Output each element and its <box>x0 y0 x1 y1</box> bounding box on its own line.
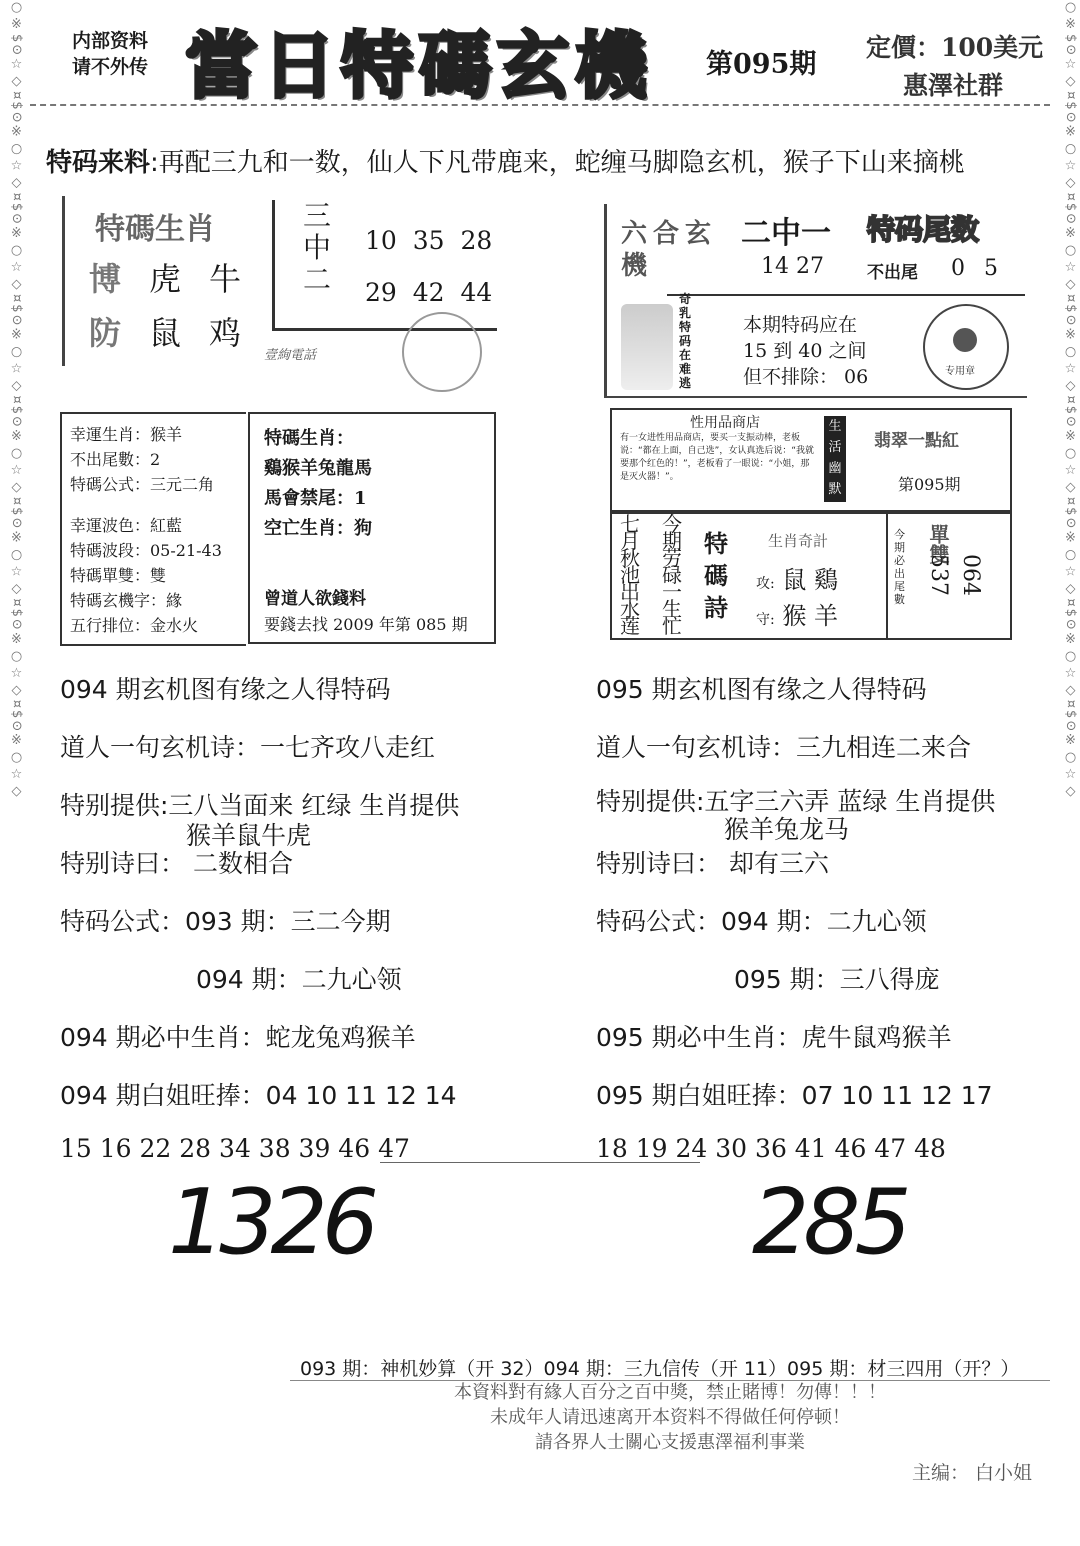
intro-label: 特码来料 <box>46 148 151 178</box>
right-handwriting: 285 <box>752 1170 906 1275</box>
joke-text: 有一女进性用品商店，要买一支振动棒，老板说：“都在上面，自己选”，女认真选后说：“我就要那个红色的！”，老板看了一眼说：“小姐，那是灭火器！”。 <box>620 433 814 482</box>
seal-icon <box>923 304 1009 390</box>
money-title: 曾道人欲錢料 <box>264 589 366 609</box>
price: 定價：100美元 <box>866 33 1044 62</box>
tails-value-1: 537 <box>926 554 951 596</box>
special-line1: 特碼生肖： <box>264 428 354 449</box>
seal-text: 专用章 <box>945 366 975 377</box>
issue-number: 第095期 <box>706 49 817 80</box>
joke-title: 性用品商店 <box>690 415 760 431</box>
info-item: 不出尾數：2 <box>70 450 161 469</box>
editor: 主编： 白小姐 <box>912 1462 1033 1484</box>
footer-warning <box>300 1380 1040 1455</box>
zodiac-label-bo: 博 <box>89 260 122 298</box>
right-special-zodiac: 猴羊兔龙马 <box>724 815 850 844</box>
three-row2 <box>365 278 492 307</box>
red-point-title: 翡翠一點紅 <box>874 431 959 451</box>
three-num: 44 <box>460 278 493 307</box>
title-char-6: 機 <box>575 23 648 108</box>
left-formula-2: 094 期：二九心领 <box>196 965 402 994</box>
tails-panel <box>886 512 1012 640</box>
title-char-2: 日 <box>263 23 336 108</box>
range-line3: 但不排除： 06 <box>743 366 869 388</box>
right-formula: 特码公式：094 期：二九心领 <box>596 907 927 936</box>
warning-line2: 未成年人请迅速离开本资料不得做任何停顿！ <box>490 1407 850 1428</box>
left-poem: 道人一句玄机诗：一七齐攻八走红 <box>60 733 436 762</box>
left-bai-numbers-2: 15 16 22 28 34 38 39 46 47 <box>60 1134 410 1163</box>
left-special-zodiac: 猴羊鼠牛虎 <box>186 821 312 850</box>
info-item: 幸運波色：紅藍 <box>70 516 183 535</box>
info-item: 特碼波段：05-21-43 <box>70 541 222 560</box>
tail-title: 特码尾数 <box>867 213 980 246</box>
range-line2: 15 到 40 之间 <box>743 340 867 362</box>
vertical-note: 奇乳特码在难逃 <box>679 292 692 390</box>
warning-line3: 請各界人士關心支援惠澤福利事業 <box>535 1432 805 1453</box>
strategy-title: 生肖奇計 <box>768 532 829 550</box>
internal-line1: 内部资料 <box>72 30 149 52</box>
left-heading: 094 期玄机图有缘之人得特码 <box>60 675 391 704</box>
liuhe-panel <box>604 204 1027 398</box>
intro-text: :再配三九和一数，仙人下凡带鹿来，蛇缠马脚隐玄机，猴子下山来摘桃 <box>150 148 965 178</box>
left-handwriting: 1326 <box>168 1170 374 1275</box>
attack-value: 鼠 鷄 <box>782 566 838 594</box>
panel-footer-note: 壹絢電話 <box>264 348 317 363</box>
poem-col1: 七月秋池出水莲 <box>620 512 640 638</box>
three-num: 28 <box>460 226 493 255</box>
right-heading: 095 期玄机图有缘之人得特码 <box>596 675 927 704</box>
left-border-pattern: ○※$⊙☆◇¤$⊙※○☆◇¤$⊙※○☆◇¤$⊙※○☆◇¤$⊙※○☆◇¤$⊙※○☆◇¤$⊙※○☆◇¤$⊙※○☆◇ <box>9 0 24 802</box>
info-item: 幸運生肖：猴羊 <box>70 425 183 444</box>
info-item: 特碼公式：三元二角 <box>70 475 215 494</box>
special-line4: 空亡生肖：狗 <box>264 518 372 539</box>
three-in-two-label: 三中二 <box>303 199 332 296</box>
title-char-4: 碼 <box>419 23 492 108</box>
title-char-3: 特 <box>341 23 414 108</box>
tails-title: 單雙 <box>926 524 950 564</box>
defend-label: 守: <box>756 612 775 628</box>
history-line: 093 期：神机妙算（开 32）094 期：三九信传（开 11）095 期：材三四用（开？） <box>300 1358 1020 1380</box>
defend-value: 猴 羊 <box>782 602 838 630</box>
joke-side-label: 生活幽默 <box>824 416 846 502</box>
zodiac-heading: 特碼生肖 <box>95 212 215 247</box>
right-special-poem: 特别诗曰： 却有三六 <box>596 849 829 878</box>
right-border-pattern: ○※$⊙☆◇¤$⊙※○☆◇¤$⊙※○☆◇¤$⊙※○☆◇¤$⊙※○☆◇¤$⊙※○☆◇¤$⊙※○☆◇¤$⊙※○☆◇ <box>1063 0 1078 802</box>
stamp-icon <box>402 312 482 392</box>
red-point-issue: 第095期 <box>898 475 961 494</box>
money-panel <box>248 560 496 644</box>
joke-panel <box>610 408 860 512</box>
attack-label: 攻: <box>756 576 775 592</box>
warning-line1: 本資料對有緣人百分之百中獎，禁止賭博！勿傳！！！ <box>454 1382 886 1403</box>
special-zodiac-panel <box>248 412 496 562</box>
red-point-panel <box>858 408 1012 512</box>
lucky-info-panel <box>60 412 246 646</box>
range-note <box>743 312 868 390</box>
left-formula: 特码公式：093 期：三二今期 <box>60 907 391 936</box>
right-special: 特别提供:五字三六弄 蓝绿 生肖提供 <box>596 787 996 816</box>
info-item: 五行排位：金水火 <box>70 616 199 635</box>
info-item: 特碼玄機字：緣 <box>70 591 183 610</box>
header-divider <box>30 104 1050 106</box>
poem-col2: 今期劳碌一生忙 <box>662 512 682 638</box>
right-poem: 道人一句玄机诗：三九相连二来合 <box>596 733 972 762</box>
three-num: 10 <box>365 226 397 255</box>
poem-panel <box>610 512 740 640</box>
strategy-attack <box>756 560 838 595</box>
liuhe-divider <box>667 294 1025 296</box>
right-must-zodiac: 095 期必中生肖：虎牛鼠鸡猴羊 <box>596 1023 952 1052</box>
immortal-figure-icon <box>621 304 673 390</box>
three-row1 <box>365 226 492 255</box>
special-line3: 馬會禁尾：1 <box>264 488 367 509</box>
title-char-5: 玄 <box>497 23 570 108</box>
internal-line2: 请不外传 <box>72 56 149 78</box>
range-line1: 本期特码应在 <box>743 314 858 336</box>
internal-notice <box>72 28 148 80</box>
title-char-1: 當 <box>185 23 258 108</box>
tail-values: 0 5 <box>951 256 998 281</box>
left-special-poem: 特别诗曰： 二数相合 <box>60 849 293 878</box>
three-num: 42 <box>412 278 445 307</box>
strategy-panel <box>738 512 886 640</box>
tails-value-2: 064 <box>958 554 983 596</box>
left-bai-numbers: 094 期白姐旺捧：04 10 11 12 14 <box>60 1081 457 1110</box>
right-bai-numbers: 095 期白姐旺捧：07 10 11 12 17 <box>596 1081 993 1110</box>
tail-label: 不出尾 <box>867 263 918 283</box>
right-formula-2: 095 期：三八得庞 <box>734 965 940 994</box>
zodiac-bo-1: 虎 <box>149 260 182 298</box>
three-num: 29 <box>365 278 397 307</box>
poem-title: 特碼詩 <box>704 529 728 622</box>
bauhinia-icon <box>953 328 977 352</box>
lucky-info-list <box>70 422 222 638</box>
left-special: 特别提供:三八当面来 红绿 生肖提供 <box>60 791 460 820</box>
special-line2: 鷄猴羊兔龍馬 <box>264 458 372 479</box>
zodiac-fang-2: 鸡 <box>209 314 242 352</box>
money-text: 要錢去找 2009 年第 085 期 <box>264 615 468 634</box>
left-must-zodiac: 094 期必中生肖：蛇龙兔鸡猴羊 <box>60 1023 416 1052</box>
intro-line <box>46 142 965 179</box>
zodiac-fang-1: 鼠 <box>149 314 182 352</box>
group-name: 惠澤社群 <box>903 71 1004 100</box>
zodiac-bo-2: 牛 <box>209 260 242 298</box>
two-in-one-nums: 14 27 <box>761 254 824 279</box>
zodiac-label-fang: 防 <box>89 314 122 352</box>
zodiac-panel <box>62 196 263 366</box>
right-bai-numbers-2: 18 19 24 30 36 41 46 47 48 <box>596 1134 946 1163</box>
special-zodiac-list <box>264 424 372 544</box>
liuhe-logo: 六合玄機 <box>621 219 718 281</box>
two-in-one-title: 二中一 <box>741 216 831 251</box>
three-num: 35 <box>412 226 445 255</box>
tails-note: 今期必出尾數 <box>894 528 905 606</box>
info-item: 特碼單雙：雙 <box>70 566 167 585</box>
strategy-defend <box>756 596 838 631</box>
three-in-two-panel <box>272 200 497 331</box>
